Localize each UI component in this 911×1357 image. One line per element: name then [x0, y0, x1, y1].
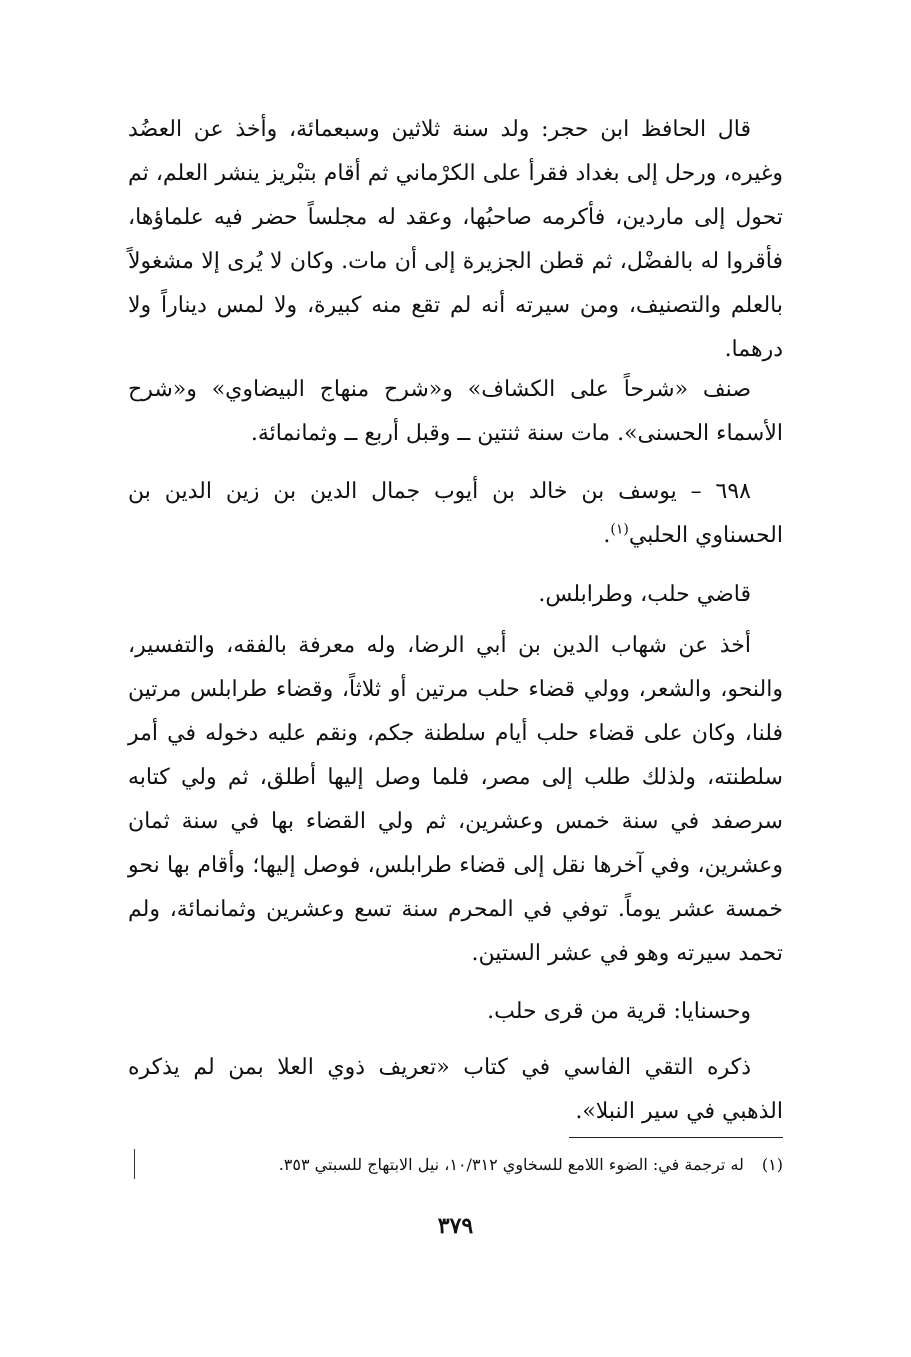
paragraph-title [128, 573, 783, 617]
margin-mark [134, 1149, 135, 1179]
paragraph-text: صنف «شرحاً على الكشاف» و«شرح منهاج البيضاوي» و«شرح الأسماء الحسنى». مات سنة ثنتين ــ وقبل أربع ــ وثمانمائة. [128, 377, 783, 446]
entry-heading-698 [128, 470, 783, 558]
footnote-reference: (١) [610, 521, 629, 538]
paragraph-text: ذكره التقي الفاسي في كتاب «تعريف ذوي العلا بمن لم يذكره الذهبي في سير النبلا». [128, 1055, 783, 1124]
paragraph-text: قاضي حلب، وطرابلس. [538, 582, 751, 607]
footnote-marker: (١) [761, 1155, 783, 1174]
entry-heading-tail: . [603, 523, 611, 548]
paragraph-ibn-hajar-quote [128, 108, 783, 372]
paragraph-text: أخذ عن شهاب الدين بن أبي الرضا، وله معرفة بالفقه، والتفسير، والنحو، والشعر، وولي قضاء حلب مرتين أو ثلاثاً، وقضاء طرابلس مرتين فلنا، وكان على قضاء حلب أيام سلطنة جكم، ونقم عليه دخوله في أمر سلطنته، ولذلك طلب إلى مصر، فلما وصل إليها أطلق، ثم ولي كتابه سرصفد في سنة خمس وعشرين، ثم ولي القضاء بها في سنة ثمان وعشرين، وفي آخرها نقل إلى قضاء طرابلس، فوصل إليها؛ وأقام بها نحو خمسة عشر يوماً. توفي في المحرم سنة تسع وعشرين وثمانمائة، ولم تحمد سيرته وهو في عشر الستين. [128, 633, 783, 966]
footnote [128, 1152, 783, 1178]
paragraph-place-note [128, 990, 783, 1034]
paragraph-text: قال الحافظ ابن حجر: ولد سنة ثلاثين وسبعمائة، وأخذ عن العضُد وغيره، ورحل إلى بغداد فقرأ على الكرْماني ثم أقام بتبْريز ينشر العلم، ثم تحول إلى ماردين، فأكرمه صاحبُها، وعقد له مجلساً حضر فيه علماؤها، فأقروا له بالفضْل، ثم قطن الجزيرة إلى أن مات. وكان لا يُرى إلا مشغولاً بالعلم والتصنيف، ومن سيرته أنه لم تقع منه كبيرة، ولا لمس ديناراً ولا درهما. [128, 117, 783, 362]
entry-heading-name: ٦٩٨ – يوسف بن خالد بن أيوب جمال الدين بن زين الدين بن الحسناوي الحلبي [128, 479, 783, 548]
paragraph-text: وحسنايا: قرية من قرى حلب. [487, 999, 751, 1024]
footnote-separator [569, 1137, 783, 1138]
paragraph-works [128, 368, 783, 456]
page-number: ٣٧٩ [437, 1213, 474, 1239]
footnote-text: له ترجمة في: الضوء اللامع للسخاوي ١٠/٣١٢، نيل الابتهاج للسبتي ٣٥٣. [278, 1155, 744, 1174]
paragraph-biography [128, 624, 783, 976]
paragraph-source-note [128, 1046, 783, 1134]
entry-heading-text [128, 470, 783, 558]
